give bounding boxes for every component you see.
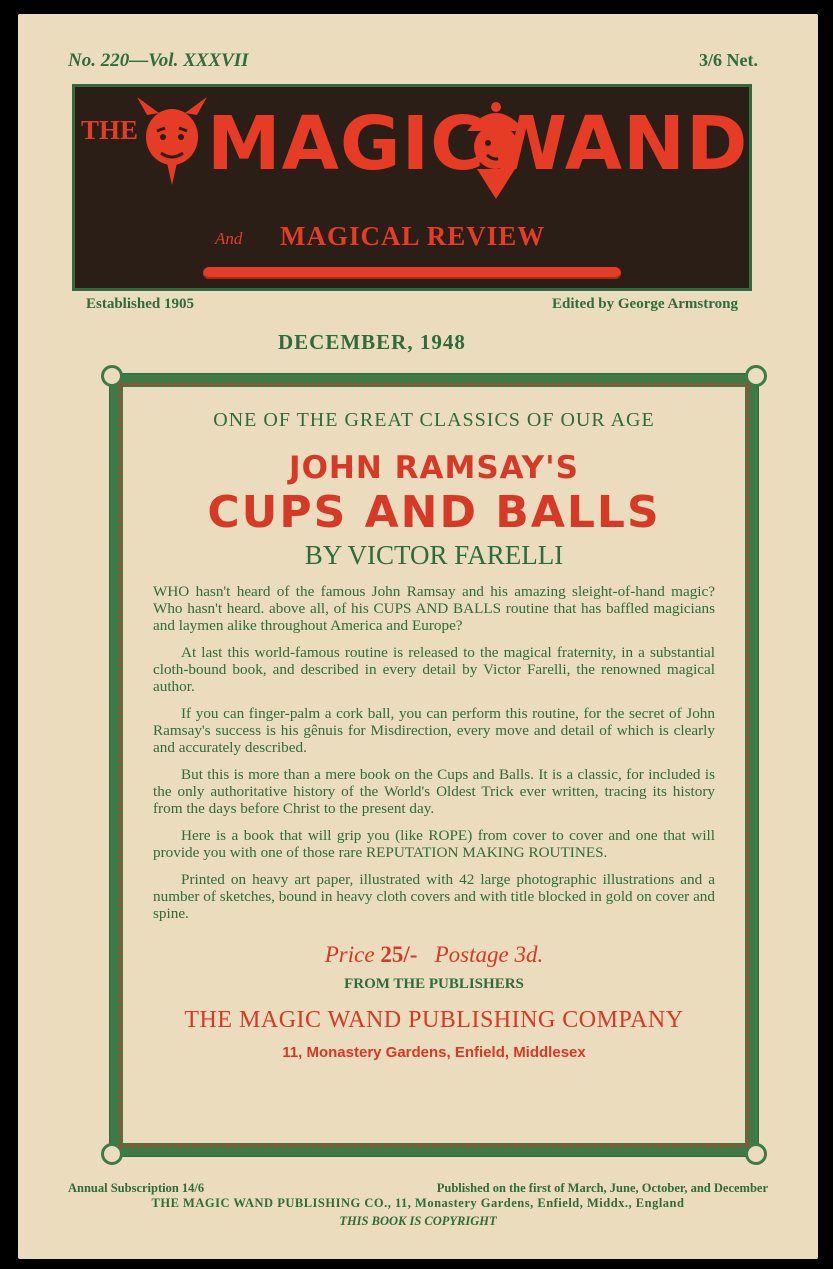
masthead-banner [72, 84, 752, 291]
subscription-text: Annual Subscription 14/6 [68, 1181, 205, 1195]
advert-paragraph: At last this world-famous routine is released to the magical fraternity, in a substantial cloth-bound book, and described in every detail by Victor Farelli, the renowned magical author. [153, 644, 715, 696]
masthead-subtitle: MAGICAL REVIEW [280, 221, 546, 251]
publisher-line: THE MAGIC WAND PUBLISHING CO., 11, Monastery Gardens, Enfield, Middx., England [151, 1196, 685, 1210]
magazine-cover [18, 14, 818, 1259]
advert-paragraph: But this is more than a mere book on the Cups and Balls. It is a classic, for included is the only authoritative history of the World's Oldest Trick ever written, tracing its history from the days before Christ to the present day. [153, 766, 715, 818]
publisher-address: 11, Monastery Gardens, Enfield, Middlesex [282, 1044, 586, 1062]
established-line: Established 1905 [86, 296, 194, 312]
editor-line: Edited by George Armstrong [552, 296, 738, 312]
advert-body [153, 583, 715, 922]
scroll-corner-icon [745, 1143, 767, 1165]
copyright-notice: THIS BOOK IS COPYRIGHT [339, 1214, 497, 1228]
magic-wand-icon [203, 267, 621, 279]
publisher-name: THE MAGIC WAND PUBLISHING COMPANY [184, 1007, 684, 1034]
scroll-corner-icon [101, 365, 123, 387]
scroll-corner-icon [745, 365, 767, 387]
footer-row [68, 1181, 768, 1196]
price-label: Price [324, 942, 375, 968]
advert-paragraph: Here is a book that will grip you (like ROPE) from cover to cover and one that will provide you with one of those rare REPUTATION MAKING ROUTINES. [153, 827, 715, 862]
from-publishers: FROM THE PUBLISHERS [344, 976, 524, 993]
price-value: 25/- [380, 942, 418, 968]
masthead-the: THE [81, 115, 139, 145]
advert-kicker: ONE OF THE GREAT CLASSICS OF OUR AGE [213, 409, 655, 431]
advert-headline-2: CUPS AND BALLS [207, 487, 661, 538]
price-line [153, 942, 715, 968]
advert-headline-1: JOHN RAMSAY'S [289, 450, 579, 486]
postage: Postage 3d. [434, 942, 544, 968]
issue-number: No. 220—Vol. XXXVII [68, 50, 249, 71]
footer [68, 1181, 768, 1229]
devil-face-icon [127, 95, 217, 195]
advert-paragraph: WHO hasn't heard of the famous John Ramsay and his amazing sleight-of-hand magic? Who hasn't heard. above all, of his CUPS AND BALLS routine that has baffled magicians and laymen alike throughout America and Europe? [153, 583, 715, 635]
advert-byline: BY VICTOR FARELLI [304, 540, 564, 571]
masthead-and: And [215, 229, 243, 248]
masthead-title: MAGICWAND [207, 101, 749, 187]
scroll-corner-icon [101, 1143, 123, 1165]
publication-schedule: Published on the first of March, June, October, and December [436, 1181, 768, 1195]
advert-paragraph: Printed on heavy art paper, illustrated with 42 large photographic illustrations and a number of sketches, bound in heavy cloth covers and with title blocked in gold on cover and spine. [153, 871, 715, 923]
issue-date: DECEMBER, 1948 [278, 330, 466, 354]
advert-content [153, 387, 715, 1061]
advert-paragraph: If you can finger-palm a cork ball, you can perform this routine, for the secret of John Ramsay's success is his gênuis for Misdirection, every move and detail of which is clearly and accurately described. [153, 705, 715, 757]
holly-border-frame [110, 374, 758, 1156]
cover-price: 3/6 Net. [699, 50, 758, 70]
